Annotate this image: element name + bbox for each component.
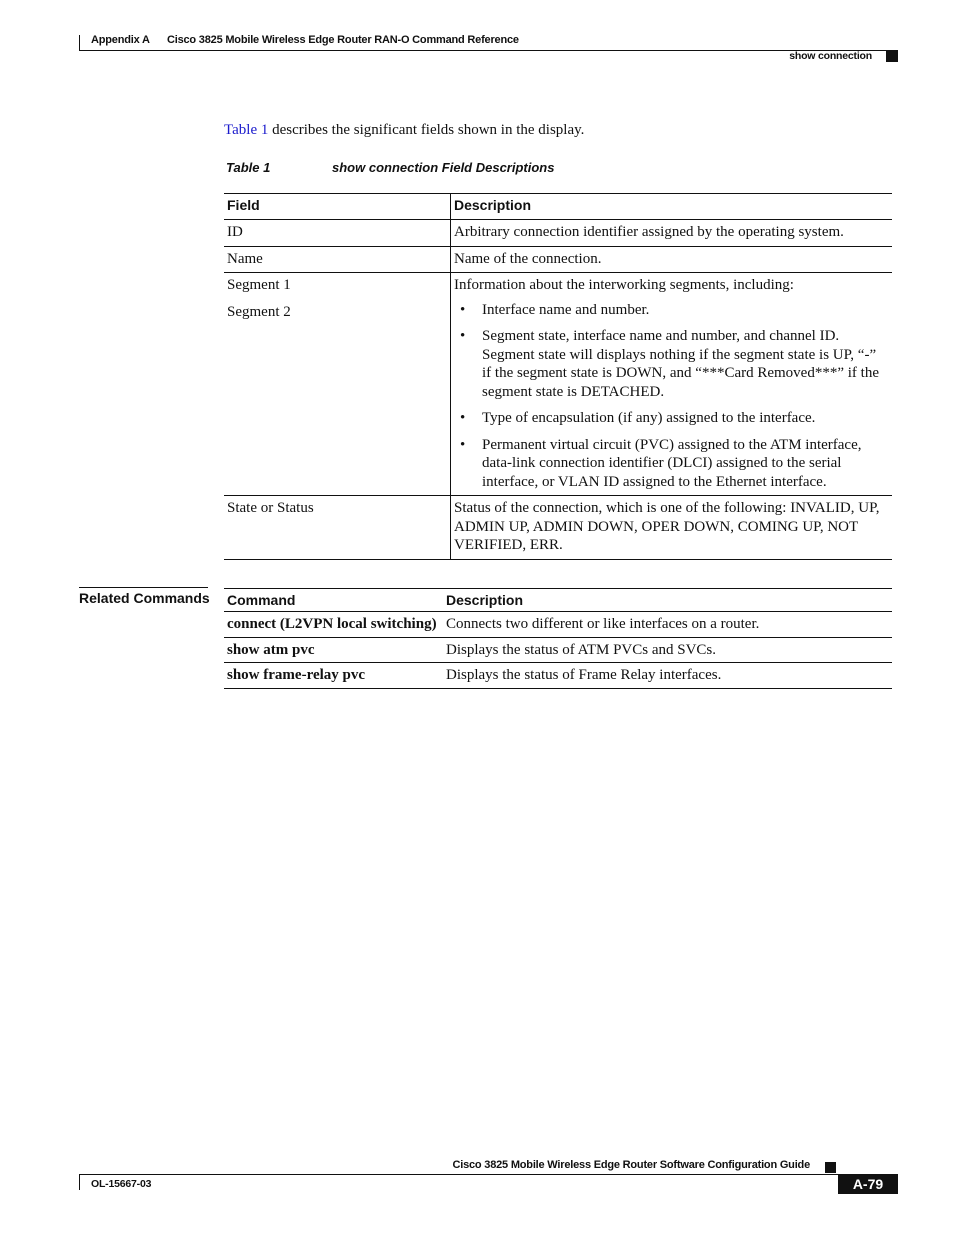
intro-text: describes the significant fields shown in the display. <box>268 122 585 138</box>
list-item-text: Segment state, interface name and number, and channel ID. Segment state will displays nothing if the segment state is UP, “-” if the segment state is DOWN, and “***Card Removed***” if the segment state is DETACHED. <box>482 328 879 400</box>
footer-doc-number: OL-15667-03 <box>91 1178 152 1190</box>
column-header-field: Field <box>227 197 260 213</box>
table-row <box>224 273 892 496</box>
description-cell: Name of the connection. <box>451 246 893 273</box>
table-header-row <box>224 589 892 612</box>
header-title: Cisco 3825 Mobile Wireless Edge Router RAN-O Command Reference <box>167 34 519 46</box>
table-header-row <box>224 194 892 220</box>
table-row <box>224 220 892 247</box>
field-cell <box>224 273 451 496</box>
description-cell: Arbitrary connection identifier assigned by the operating system. <box>451 220 893 247</box>
segments-intro: Information about the interworking segments, including: <box>454 277 794 293</box>
description-cell: Displays the status of ATM PVCs and SVCs. <box>446 641 717 658</box>
table-caption-number: Table 1 <box>226 160 271 175</box>
description-cell <box>451 273 893 496</box>
footer-block <box>825 1162 836 1173</box>
table-link[interactable]: Table 1 <box>224 122 269 138</box>
bullet-icon: • <box>460 328 466 344</box>
table-caption-title: show connection Field Descriptions <box>332 160 555 175</box>
list-item <box>454 436 888 492</box>
bullet-icon: • <box>460 301 466 318</box>
related-commands-label: Related Commands <box>79 590 210 606</box>
list-item-text: Interface name and number. <box>482 301 650 318</box>
table-row <box>224 637 892 663</box>
command-cell: show frame-relay pvc <box>227 667 366 683</box>
related-commands-rule <box>79 587 208 588</box>
field-descriptions-table <box>224 193 892 560</box>
footer-left-tick <box>79 1174 80 1190</box>
bullet-icon: • <box>460 410 466 426</box>
page-number: A-79 <box>838 1174 898 1194</box>
list-item-text: Permanent virtual circuit (PVC) assigned to the ATM interface, data-link connection identifier (DLCI) assigned to the serial interface, or VLAN ID assigned to the Ethernet interface. <box>482 436 862 490</box>
field-cell: ID <box>227 224 243 240</box>
footer-rule <box>79 1174 839 1175</box>
related-commands-table <box>224 588 892 689</box>
footer-guide-title: Cisco 3825 Mobile Wireless Edge Router Software Configuration Guide <box>452 1159 810 1171</box>
header-appendix: Appendix A <box>91 34 150 46</box>
table-row <box>224 663 892 689</box>
bullet-icon: • <box>460 436 466 453</box>
description-cell: Connects two different or like interfaces on a router. <box>446 616 760 632</box>
column-header-description: Description <box>446 592 524 608</box>
table-row <box>224 246 892 273</box>
field-cell: Name <box>227 250 263 267</box>
header-block <box>886 50 898 62</box>
field-cell: State or Status <box>227 500 314 516</box>
description-cell: Status of the connection, which is one of the following: INVALID, UP, ADMIN UP, ADMIN DOWN, OPER DOWN, COMING UP, NOT VERIFIED, ERR. <box>451 496 893 560</box>
command-cell: connect (L2VPN local switching) <box>227 616 437 632</box>
field-segment-2: Segment 2 <box>227 303 291 320</box>
column-header-description: Description <box>451 194 893 220</box>
description-cell: Displays the status of Frame Relay interfaces. <box>446 667 722 683</box>
list-item <box>454 301 888 320</box>
header-left-tick <box>79 35 80 51</box>
list-item-text: Type of encapsulation (if any) assigned to the interface. <box>482 410 816 426</box>
table-row <box>224 496 892 560</box>
list-item <box>454 409 888 428</box>
header-section: show connection <box>789 50 872 62</box>
segments-bullet-list <box>454 301 888 492</box>
intro-paragraph <box>224 122 584 139</box>
header-rule <box>79 50 894 51</box>
column-header-command: Command <box>227 592 296 608</box>
list-item <box>454 327 888 401</box>
field-segment-1: Segment 1 <box>227 277 291 293</box>
command-cell: show atm pvc <box>227 641 315 658</box>
table-row <box>224 612 892 638</box>
